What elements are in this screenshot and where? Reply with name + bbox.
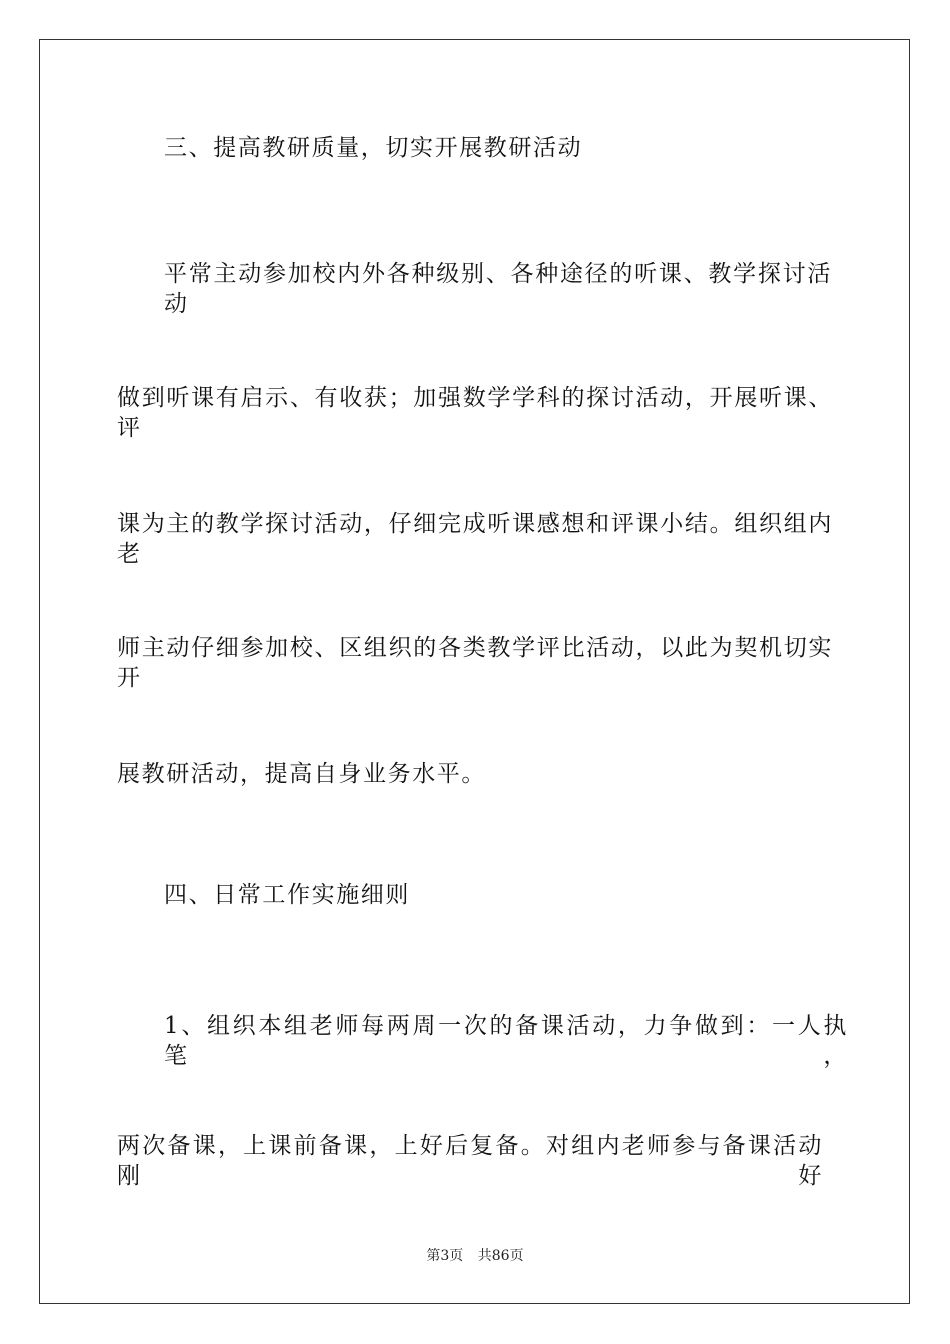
paragraph-line: 展教研活动，提高自身业务水平。 [117,761,486,787]
total-pages: 共86页 [477,1248,524,1264]
paragraph-line: 两次备课，上课前备课，上好后复备。对组内老师参与备课活动刚好 [117,1133,823,1189]
paragraph-line: 平常主动参加校内外各种级别、各种途径的听课、教学探讨活动 [164,261,832,317]
paragraph-line: 1、组织本组老师每两周一次的备课活动，力争做到：一人执笔， [164,1013,848,1069]
section-heading-4: 四、日常工作实施细则 [164,882,410,908]
paragraph-line: 课为主的教学探讨活动，仔细完成听课感想和评课小结。组织组内老 [117,511,833,567]
paragraph-line: 师主动仔细参加校、区组织的各类教学评比活动，以此为契机切实开 [117,635,833,691]
paragraph-line: 做到听课有启示、有收获；加强数学学科的探讨活动，开展听课、评 [117,385,833,441]
page-number: 第3页 [426,1248,464,1264]
section-heading-3: 三、提高教研质量，切实开展教研活动 [164,135,583,161]
page-footer [0,1246,950,1266]
